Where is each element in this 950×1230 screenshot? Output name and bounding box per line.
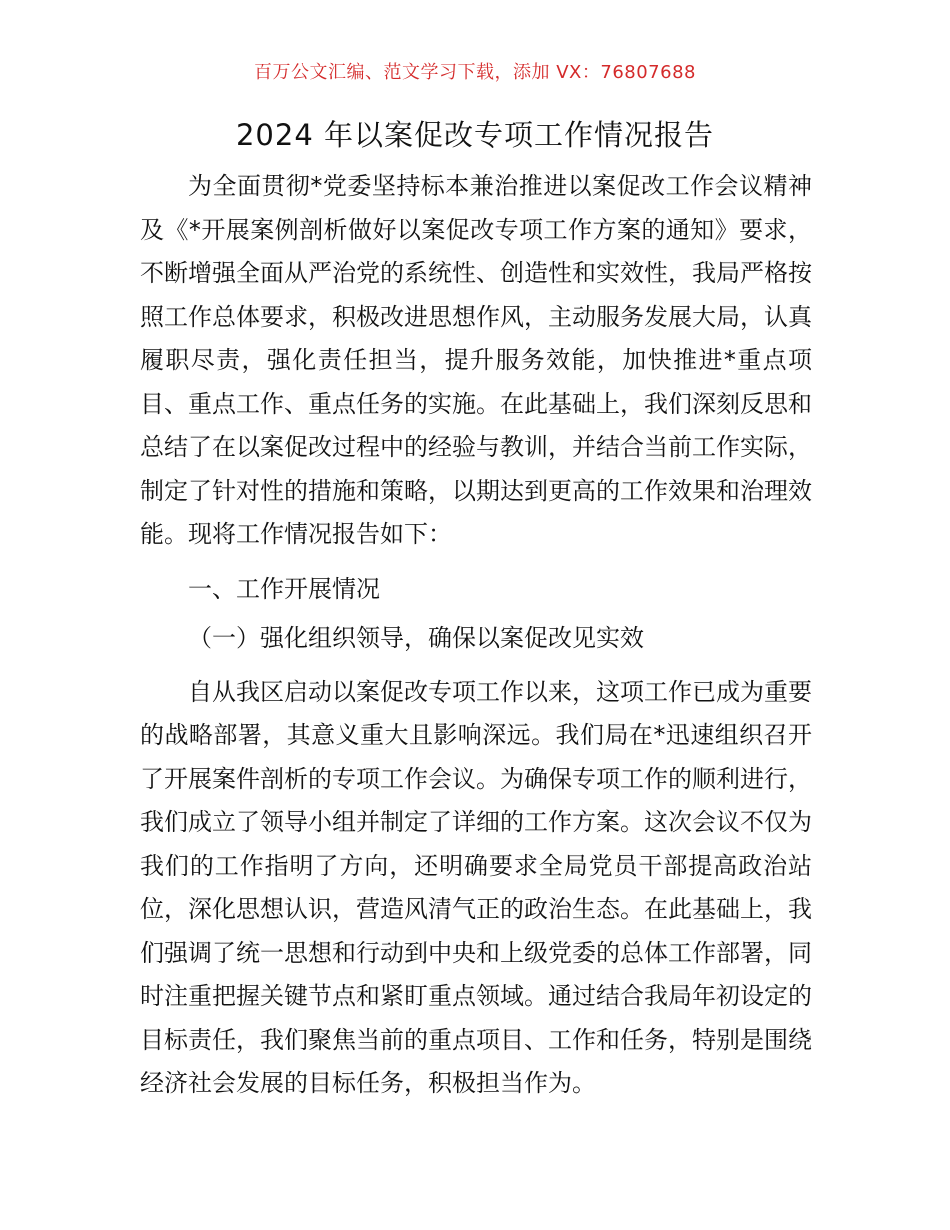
document-title: 2024 年以案促改专项工作情况报告 xyxy=(235,118,715,152)
document-body xyxy=(140,165,812,1106)
intro-paragraph: 为全面贯彻*党委坚持标本兼治推进以案促改工作会议精神及《*开展案例剖析做好以案促改专项工作方案的通知》要求，不断增强全面从严治党的系统性、创造性和实效性，我局严格按照工作总体要求，积极改进思想作风，主动服务发展大局，认真履职尽责，强化责任担当，提升服务效能，加快推进*重点项目、重点工作、重点任务的实施。在此基础上，我们深刻反思和总结了在以案促改过程中的经验与教训，并结合当前工作实际，制定了针对性的措施和策略，以期达到更高的工作效果和治理效能。现将工作情况报告如下： xyxy=(140,172,812,548)
subsection-paragraph: 自从我区启动以案促改专项工作以来，这项工作已成为重要的战略部署，其意义重大且影响深远。我们局在*迅速组织召开了开展案件剖析的专项工作会议。为确保专项工作的顺利进行，我们成立了领导小组并制定了详细的工作方案。这次会议不仅为我们的工作指明了方向，还明确要求全局党员干部提高政治站位，深化思想认识，营造风清气正的政治生态。在此基础上，我们强调了统一思想和行动到中央和上级党委的总体工作部署，同时注重把握关键节点和紧盯重点领域。通过结合我局年初设定的目标责任，我们聚焦当前的重点项目、工作和任务，特别是围绕经济社会发展的目标任务，积极担当作为。 xyxy=(140,677,812,1097)
section-heading: 一、工作开展情况 xyxy=(188,574,380,603)
subsection-heading: （一）强化组织领导，确保以案促改见实效 xyxy=(188,624,644,652)
promo-header: 百万公文汇编、范文学习下载，添加 VX：76807688 xyxy=(254,62,696,83)
